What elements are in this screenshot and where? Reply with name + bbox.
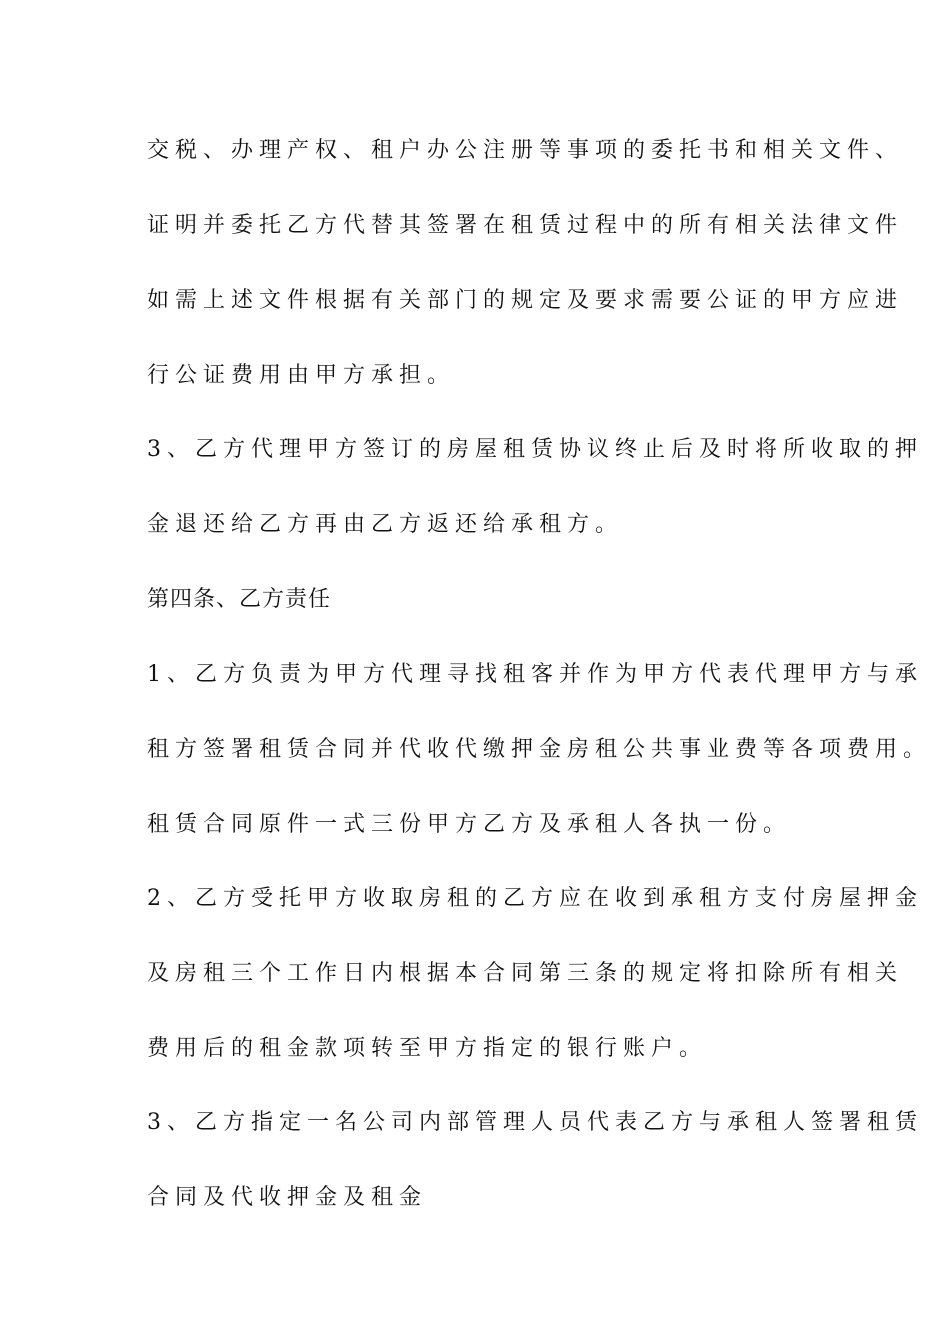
paragraph-line: 合同及代收押金及租金 — [147, 1185, 428, 1210]
paragraph-line: 3、乙方指定一名公司内部管理人员代表乙方与承租人签署租赁 — [147, 1110, 923, 1135]
paragraph-line: 租方签署租赁合同并代收代缴押金房租公共事业费等各项费用。 — [147, 737, 932, 762]
paragraph-line: 证明并委托乙方代替其签署在租赁过程中的所有相关法律文件 — [147, 213, 904, 238]
paragraph-line: 交税、办理产权、租户办公注册等事项的委托书和相关文件、 — [147, 138, 904, 163]
paragraph-line: 2、乙方受托甲方收取房租的乙方应在收到承租方支付房屋押金 — [147, 886, 923, 911]
paragraph-line: 金退还给乙方再由乙方返还给承租方。 — [147, 512, 624, 537]
paragraph-line: 租赁合同原件一式三份甲方乙方及承租人各执一份。 — [147, 812, 792, 837]
paragraph-line: 1、乙方负责为甲方代理寻找租客并作为甲方代表代理甲方与承 — [147, 662, 923, 687]
section-heading: 第四条、乙方责任 — [147, 587, 332, 612]
paragraph-line: 3、乙方代理甲方签订的房屋租赁协议终止后及时将所收取的押 — [147, 437, 923, 462]
paragraph-line: 如需上述文件根据有关部门的规定及要求需要公证的甲方应进 — [147, 288, 904, 313]
paragraph-line: 行公证费用由甲方承担。 — [147, 363, 456, 388]
paragraph-line: 费用后的租金款项转至甲方指定的银行账户。 — [147, 1036, 708, 1061]
paragraph-line: 及房租三个工作日内根据本合同第三条的规定将扣除所有相关 — [147, 961, 904, 986]
